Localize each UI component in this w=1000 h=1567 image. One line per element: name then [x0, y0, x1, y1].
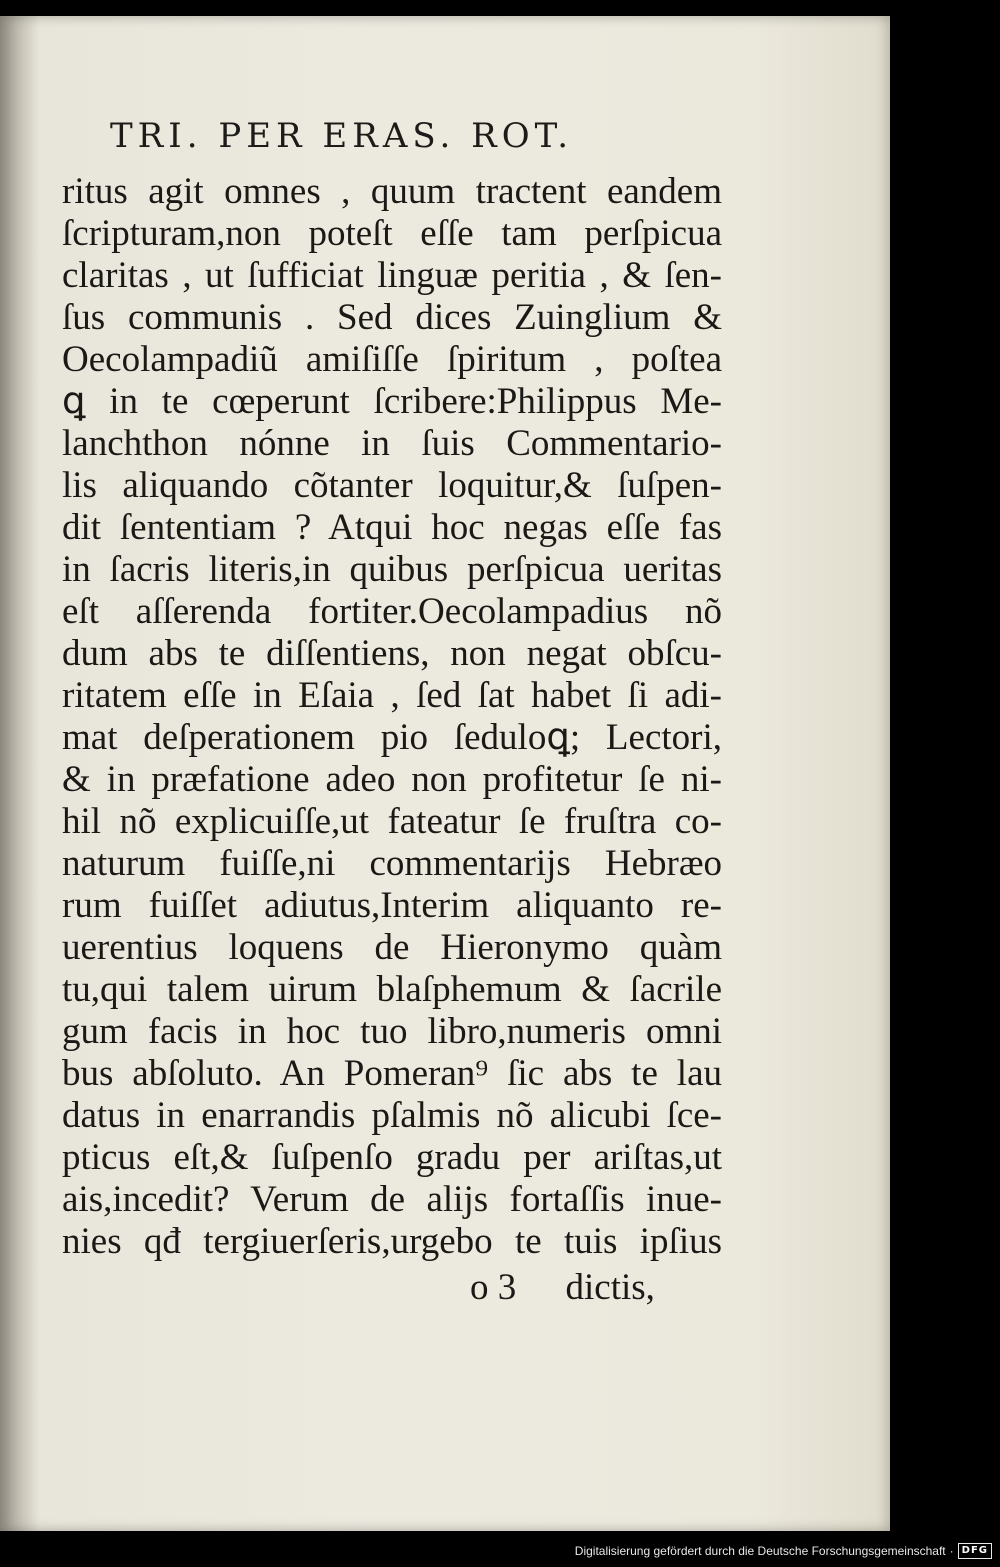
- text-line: tu,qui talem uirum blaſphemum & ſacrile: [62, 969, 722, 1010]
- text-line: eſt aſſerenda fortiter.Oecolampadius nõ: [62, 591, 722, 632]
- text-line: naturum fuiſſe,ni commentarijs Hebræo: [62, 843, 722, 884]
- text-line: rum fuiſſet adiutus,Interim aliquanto re-: [62, 885, 722, 926]
- text-line: nies qđ tergiuerſeris,urgebo te tuis ipſius: [62, 1221, 722, 1262]
- text-line: ſcripturam,non poteſt eſſe tam perſpicua: [62, 213, 722, 254]
- page-foot: [470, 1266, 710, 1309]
- text-line: uerentius loquens de Hieronymo quàm: [62, 927, 722, 968]
- text-line: dit ſententiam ? Atqui hoc negas eſſe fas: [62, 507, 722, 548]
- text-line: gum facis in hoc tuo libro,numeris omni: [62, 1011, 722, 1052]
- text-line: ais,incedit? Verum de alijs fortaſſis inue-: [62, 1179, 722, 1220]
- text-line: dum abs te diſſentiens, non negat obſcu-: [62, 633, 722, 674]
- text-line: & in præfatione adeo non profitetur ſe ni-: [62, 759, 722, 800]
- signature-mark: o 3: [470, 1267, 517, 1308]
- catchword: dictis,: [565, 1267, 655, 1308]
- footer-credit-text: Digitalisierung gefördert durch die Deutsche Forschungsgemeinschaft: [574, 1544, 946, 1558]
- text-line: ritatem eſſe in Eſaia , ſed ſat habet ſi adi-: [62, 675, 722, 716]
- text-line: ꝗ in te cœperunt ſcribere:Philippus Me-: [62, 381, 722, 422]
- text-line: Oecolampadiũ amiſiſſe ſpiritum , poſtea: [62, 339, 722, 380]
- text-line: datus in enarrandis pſalmis nõ alicubi ſce-: [62, 1095, 722, 1136]
- footer-separator: ·: [949, 1544, 954, 1558]
- gutter-shadow: [0, 16, 40, 1531]
- body-text: [62, 171, 722, 1263]
- text-line: claritas , ut ſufficiat linguæ peritia , & ſen-: [62, 255, 722, 296]
- text-line: bus abſoluto. An Pomeran⁹ ſic abs te lau: [62, 1053, 722, 1094]
- running-head: TRI. PER ERAS. ROT.: [110, 116, 574, 156]
- text-line: lanchthon nónne in ſuis Commentario-: [62, 423, 722, 464]
- text-line: hil nõ explicuiſſe,ut fateatur ſe fruſtra co-: [62, 801, 722, 842]
- text-line: lis aliquando cõtanter loquitur,& ſuſpen-: [62, 465, 722, 506]
- footer-credit: [575, 1537, 992, 1565]
- text-line: mat deſperationem pio ſeduloꝗ; Lectori,: [62, 717, 722, 758]
- text-line: ritus agit omnes , quum tractent eandem: [62, 171, 722, 212]
- text-line: ſus communis . Sed dices Zuinglium &: [62, 297, 722, 338]
- dfg-logo-icon: DFG: [958, 1543, 992, 1559]
- book-page: [0, 16, 890, 1531]
- text-line: in ſacris literis,in quibus perſpicua ueritas: [62, 549, 722, 590]
- text-line: pticus eſt,& ſuſpenſo gradu per ariſtas,ut: [62, 1137, 722, 1178]
